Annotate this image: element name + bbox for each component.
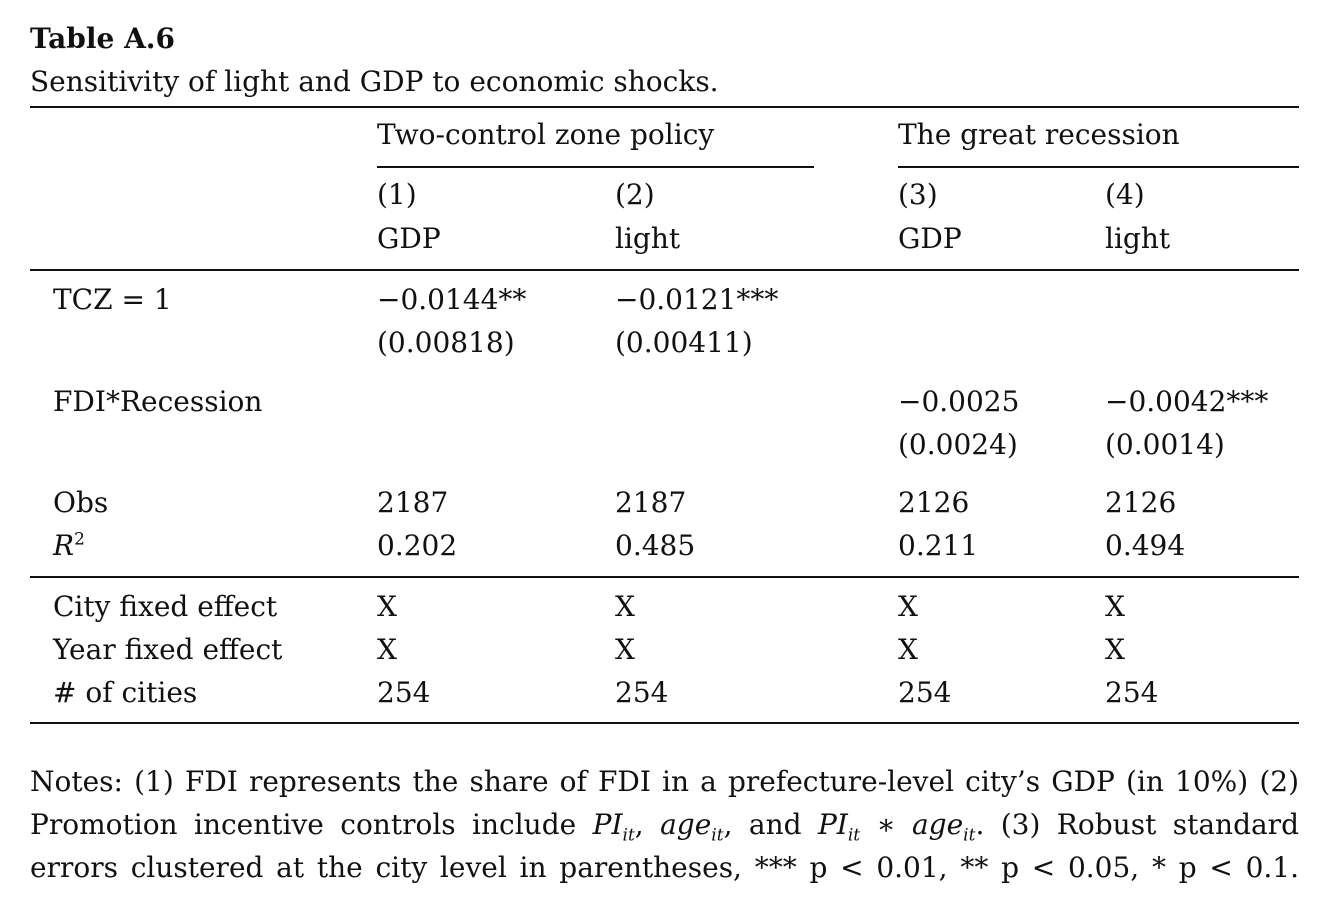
row-label-tcz: TCZ = 1 [53, 283, 172, 316]
col-var-4: light [1105, 222, 1171, 255]
obs-3: 2126 [898, 486, 970, 519]
col-number-3: (3) [898, 178, 938, 211]
header-rule [30, 269, 1299, 271]
table-container [30, 0, 1299, 918]
group-underline-tcz [377, 166, 814, 168]
row-label-r2 [53, 529, 85, 563]
city-fe-1: X [377, 590, 397, 623]
year-fe-2: X [615, 633, 635, 666]
row-label-obs: Obs [53, 486, 109, 519]
year-fe-3: X [898, 633, 918, 666]
table-notes [30, 760, 1299, 889]
math-and: , and [723, 808, 818, 841]
math-times: ∗ [860, 808, 912, 841]
city-fe-3: X [898, 590, 918, 623]
col-number-2: (2) [615, 178, 655, 211]
col-number-1: (1) [377, 178, 417, 211]
math-age: age [660, 808, 712, 841]
row-label-year-fe: Year fixed effect [53, 633, 283, 666]
math-sub-it: it [847, 825, 861, 846]
math-pi: PI [592, 808, 623, 841]
tcz-coef-2: −0.0121*** [615, 283, 779, 316]
group-underline-recession [898, 166, 1299, 168]
r2-2: 0.485 [615, 529, 696, 562]
cities-1: 254 [377, 676, 431, 709]
body-rule [30, 576, 1299, 578]
cities-2: 254 [615, 676, 669, 709]
notes-line-2 [30, 803, 1299, 846]
obs-2: 2187 [615, 486, 687, 519]
top-rule [30, 106, 1299, 108]
fdi-coef-4: −0.0042*** [1105, 385, 1269, 418]
cities-3: 254 [898, 676, 952, 709]
col-var-3: GDP [898, 222, 962, 255]
r2-exponent: 2 [74, 529, 85, 550]
group-header-recession: The great recession [898, 118, 1180, 151]
row-label-fdi: FDI*Recession [53, 385, 263, 418]
tcz-se-1: (0.00818) [377, 326, 515, 359]
r2-4: 0.494 [1105, 529, 1186, 562]
math-comma: , [634, 808, 661, 841]
notes-line-1: Notes: (1) FDI represents the share of FDI in a prefecture-level city’s GDP (in 10%) (2) [30, 765, 1299, 798]
fdi-se-4: (0.0014) [1105, 428, 1225, 461]
bottom-rule [30, 722, 1299, 724]
r2-3: 0.211 [898, 529, 979, 562]
table-label: Table A.6 [30, 22, 176, 55]
table-caption: Sensitivity of light and GDP to economic shocks. [30, 65, 719, 98]
fdi-coef-3: −0.0025 [898, 385, 1020, 418]
math-age: age [911, 808, 964, 841]
r2-symbol: R [53, 529, 75, 562]
group-header-tcz: Two-control zone policy [377, 118, 715, 151]
math-sub-it: it [711, 825, 724, 846]
obs-4: 2126 [1105, 486, 1177, 519]
tcz-coef-1: −0.0144** [377, 283, 527, 316]
fdi-se-3: (0.0024) [898, 428, 1018, 461]
city-fe-4: X [1105, 590, 1125, 623]
col-var-1: GDP [377, 222, 441, 255]
notes-line-2-end: . (3) Robust standard [975, 808, 1299, 841]
cities-4: 254 [1105, 676, 1159, 709]
year-fe-1: X [377, 633, 397, 666]
r2-1: 0.202 [377, 529, 458, 562]
notes-line-3: errors clustered at the city level in parentheses, *** p < 0.01, ** p < 0.05, * p < 0.1. [30, 851, 1299, 884]
city-fe-2: X [615, 590, 635, 623]
obs-1: 2187 [377, 486, 449, 519]
tcz-se-2: (0.00411) [615, 326, 753, 359]
col-number-4: (4) [1105, 178, 1145, 211]
col-var-2: light [615, 222, 681, 255]
math-sub-it: it [963, 825, 976, 846]
math-pi: PI [817, 808, 848, 841]
math-sub-it: it [622, 825, 635, 846]
row-label-city-fe: City fixed effect [53, 590, 278, 623]
row-label-cities: # of cities [53, 676, 198, 709]
notes-line-2-text: Promotion incentive controls include [30, 808, 593, 841]
year-fe-4: X [1105, 633, 1125, 666]
